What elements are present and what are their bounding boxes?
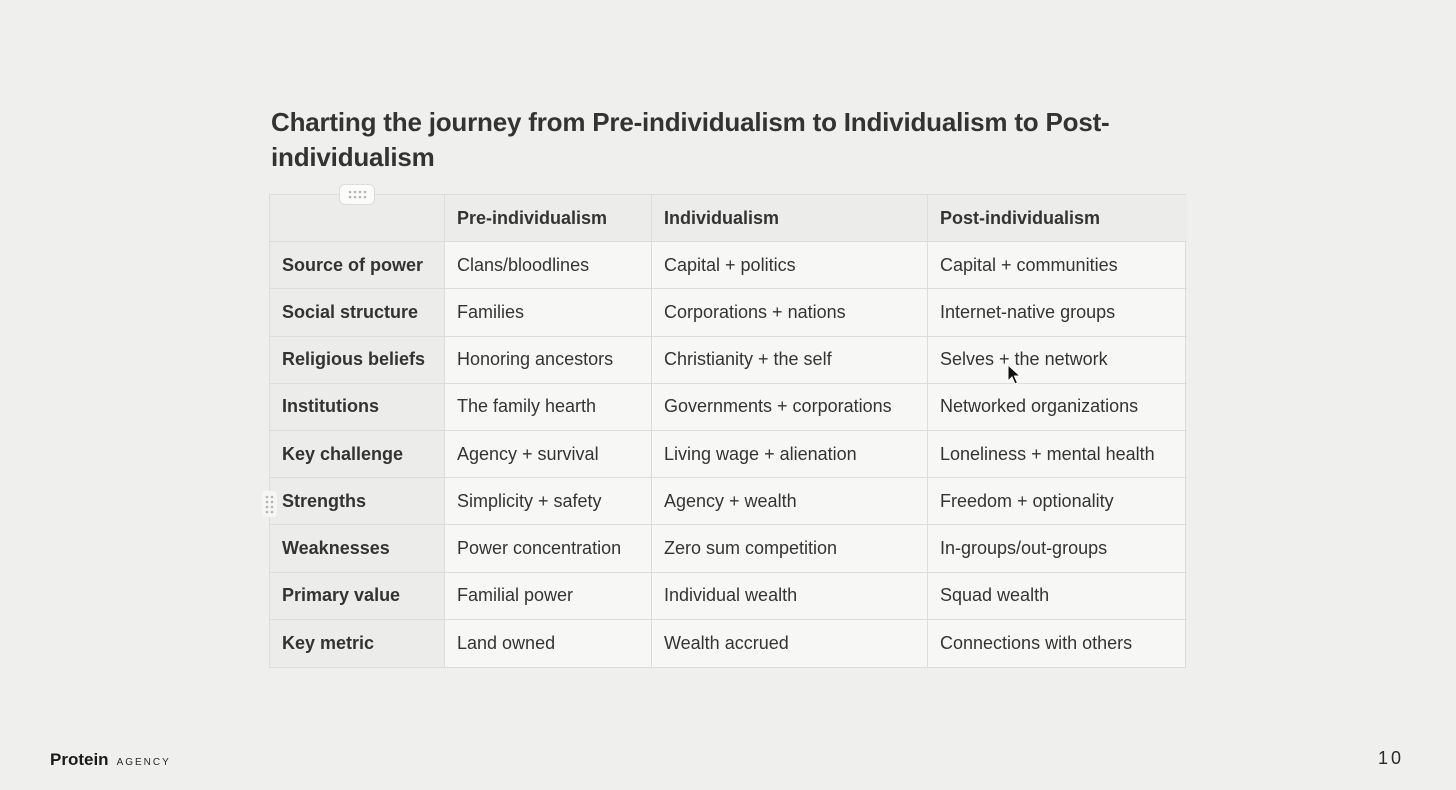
column-header-pre-individualism[interactable]: Pre-individualism (445, 195, 652, 242)
row-header[interactable]: Weaknesses (270, 525, 445, 572)
table-cell-individualism[interactable]: Christianity + the self (652, 337, 928, 384)
brand-logo (50, 750, 171, 770)
row-header[interactable]: Key challenge (270, 431, 445, 478)
row-header[interactable]: Social structure (270, 289, 445, 336)
table-cell-individualism[interactable]: Capital + politics (652, 242, 928, 289)
table-cell-pre-individualism[interactable]: Simplicity + safety (445, 478, 652, 525)
table-cell-individualism[interactable]: Wealth accrued (652, 620, 928, 667)
drag-handle-icon (265, 494, 274, 514)
table-cell-post-individualism[interactable]: Squad wealth (928, 573, 1187, 620)
mouse-pointer-icon (1007, 364, 1021, 386)
table-cell-pre-individualism[interactable]: Power concentration (445, 525, 652, 572)
table-cell-pre-individualism[interactable]: Familial power (445, 573, 652, 620)
row-drag-handle[interactable] (262, 491, 277, 517)
row-header[interactable]: Source of power (270, 242, 445, 289)
brand-sub: AGENCY (116, 757, 171, 768)
column-drag-handle[interactable] (339, 184, 375, 205)
row-header[interactable]: Strengths (270, 478, 445, 525)
table-cell-individualism[interactable]: Individual wealth (652, 573, 928, 620)
row-header[interactable]: Key metric (270, 620, 445, 667)
brand-name: Protein (50, 750, 109, 769)
table-cell-pre-individualism[interactable]: Agency + survival (445, 431, 652, 478)
column-header-post-individualism[interactable]: Post-individualism (928, 195, 1187, 242)
table-cell-post-individualism[interactable]: Loneliness + mental health (928, 431, 1187, 478)
table-cell-individualism[interactable]: Living wage + alienation (652, 431, 928, 478)
table-cell-post-individualism[interactable]: Selves + the network (928, 337, 1187, 384)
table-cell-individualism[interactable]: Governments + corporations (652, 384, 928, 431)
comparison-table (269, 194, 1186, 668)
page-number: 10 (1378, 748, 1405, 768)
table-cell-pre-individualism[interactable]: Honoring ancestors (445, 337, 652, 384)
table-cell-post-individualism[interactable]: Capital + communities (928, 242, 1187, 289)
table-cell-post-individualism[interactable]: Internet-native groups (928, 289, 1187, 336)
row-header[interactable]: Institutions (270, 384, 445, 431)
table-cell-pre-individualism[interactable]: The family hearth (445, 384, 652, 431)
table-cell-pre-individualism[interactable]: Land owned (445, 620, 652, 667)
table-cell-post-individualism[interactable]: Connections with others (940, 632, 1133, 653)
table-cell-individualism[interactable]: Corporations + nations (652, 289, 928, 336)
row-header[interactable]: Primary value (270, 573, 445, 620)
table-cell-individualism[interactable]: Agency + wealth (652, 478, 928, 525)
table-cell-post-individualism[interactable]: In-groups/out-groups (928, 525, 1187, 572)
table-cell-post-individualism[interactable]: Networked organizations (928, 384, 1187, 431)
table-cell-pre-individualism[interactable]: Clans/bloodlines (445, 242, 652, 289)
drag-handle-icon (347, 190, 367, 199)
row-header[interactable]: Religious beliefs (270, 337, 445, 384)
slide-title: Charting the journey from Pre-individualism to Individualism to Post-individualism (271, 107, 1110, 172)
column-header-individualism[interactable]: Individualism (652, 195, 928, 242)
table-cell-post-individualism[interactable]: Freedom + optionality (928, 478, 1187, 525)
table-cell-pre-individualism[interactable]: Families (445, 289, 652, 336)
table-cell-individualism[interactable]: Zero sum competition (652, 525, 928, 572)
